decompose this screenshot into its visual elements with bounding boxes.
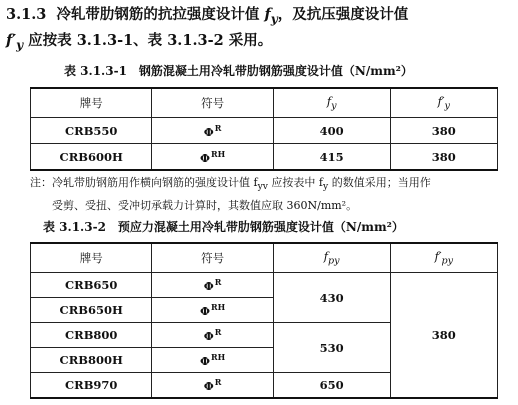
table1 — [30, 87, 498, 171]
table2-number: 表 3.1.3-2 — [43, 220, 106, 234]
table1-header-fpy: $f'_y$ — [390, 88, 497, 118]
symbol-cell: $\Phi^{RH}$ — [152, 144, 273, 171]
table1-header-grade: 牌号 — [31, 88, 152, 118]
heading-text-b: 及抗压强度设计值 — [292, 6, 409, 23]
fpy-prime-cell: 380 — [390, 273, 497, 399]
table2-header-symbol: 符号 — [152, 243, 273, 273]
grade-cell: CRB650 — [31, 273, 152, 298]
note-line-2: 受剪、受扭、受冲切承载力计算时，其数值应取 360N/mm²。 — [52, 199, 358, 213]
table2-header-fpy-prime: $f'_{py}$ — [390, 243, 497, 273]
table2-header-row — [31, 243, 498, 273]
symbol-cell: $\Phi^R$ — [152, 118, 273, 144]
grade-cell: CRB650H — [31, 298, 152, 323]
table1-title: 钢筋混凝土用冷轧带肋钢筋强度设计值（N/mm²） — [138, 64, 413, 78]
fpy-cell: 650 — [273, 373, 390, 399]
table1-number: 表 3.1.3-1 — [64, 64, 127, 78]
table1-header-symbol: 符号 — [152, 88, 273, 118]
fpy-cell: 530 — [273, 323, 390, 373]
grade-cell: CRB600H — [31, 144, 152, 171]
symbol-cell: $\Phi^{RH}$ — [152, 348, 273, 373]
fy-symbol: $f_y$ — [264, 6, 278, 26]
fpy-cell: 380 — [390, 118, 497, 144]
grade-cell: CRB550 — [31, 118, 152, 144]
note-line-1: 注：冷轧带肋钢筋用作横向钢筋的强度设计值 $f_{yv}$ 应按表中 $f_y$ 的数值采用；当用作 — [30, 176, 431, 193]
table2-header-fpy: $f_{py}$ — [273, 243, 390, 273]
table-row — [31, 118, 498, 144]
table-row — [31, 273, 498, 298]
symbol-cell: $\Phi^R$ — [152, 373, 273, 399]
symbol-cell: $\Phi^R$ — [152, 273, 273, 298]
fy-prime-symbol: $f'_y$ — [6, 31, 24, 52]
table2-caption — [43, 219, 404, 235]
heading-text-a: 冷轧带肋钢筋的抗拉强度设计值 — [56, 6, 260, 23]
table1-caption — [64, 63, 413, 79]
symbol-cell: $\Phi^R$ — [152, 323, 273, 348]
fpy-cell: 380 — [390, 144, 497, 171]
fy-cell: 415 — [273, 144, 390, 171]
table2 — [30, 242, 498, 399]
table2-title: 预应力混凝土用冷轧带肋钢筋强度设计值（N/mm²） — [117, 220, 404, 234]
heading-text-c: 应按表 3.1.3-1、表 3.1.3-2 采用。 — [28, 31, 273, 49]
grade-cell: CRB800H — [31, 348, 152, 373]
grade-cell: CRB970 — [31, 373, 152, 399]
fpy-cell: 430 — [273, 273, 390, 323]
grade-cell: CRB800 — [31, 323, 152, 348]
table1-header-row — [31, 88, 498, 118]
section-heading: 3.1.3 冷轧带肋钢筋的抗拉强度设计值 $f_y$，及抗压强度设计值 $f'_y$ 应按表 3.1.3-1、表 3.1.3-2 采用。 — [6, 6, 409, 52]
table-row — [31, 144, 498, 171]
section-number: 3.1.3 — [6, 6, 47, 23]
fy-cell: 400 — [273, 118, 390, 144]
symbol-cell: $\Phi^{RH}$ — [152, 298, 273, 323]
table1-note — [30, 173, 500, 215]
table1-header-fy: $f_y$ — [273, 88, 390, 118]
table2-header-grade: 牌号 — [31, 243, 152, 273]
